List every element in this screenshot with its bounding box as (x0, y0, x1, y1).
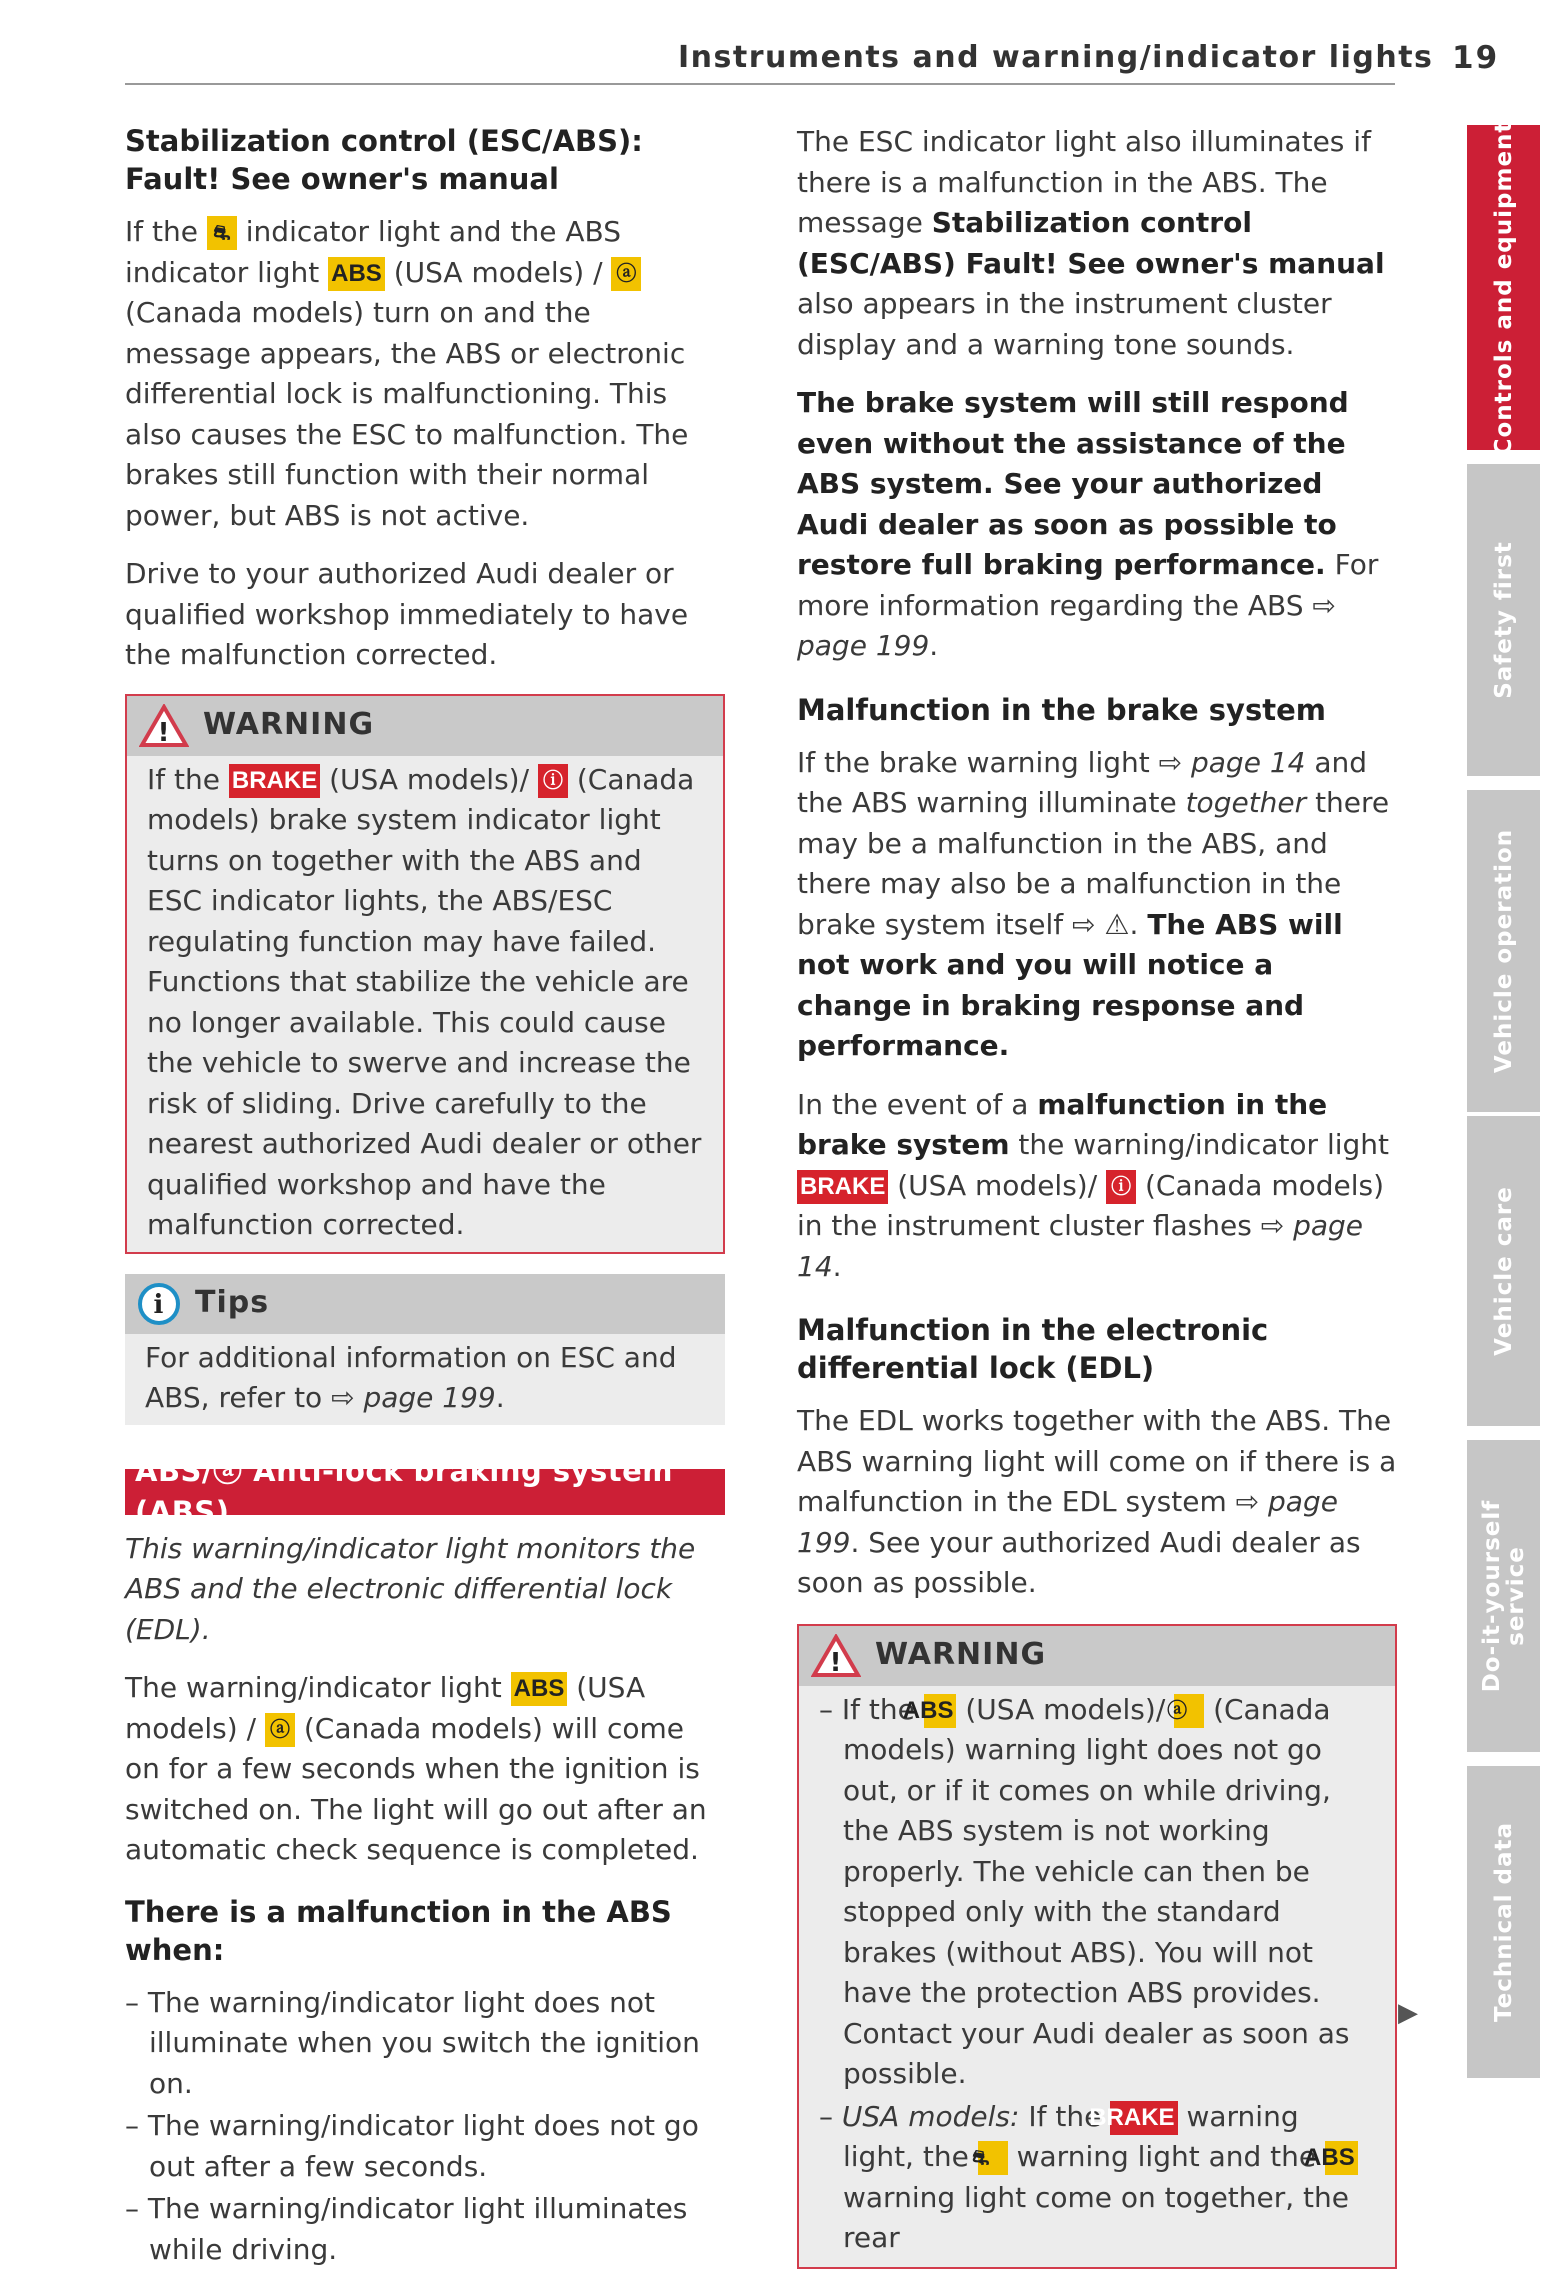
left-column (125, 122, 725, 2272)
text: If the (1028, 2099, 1102, 2133)
text: The warning/indicator light (125, 1671, 502, 1704)
tab-controls-and-equipment[interactable] (1467, 120, 1540, 455)
tips-box (125, 1274, 725, 1425)
warning-body (799, 1686, 1395, 2267)
header-title: Instruments and warning/indicator lights (678, 40, 1434, 75)
esc-indicator-icon: ⛐ (978, 2141, 1008, 2175)
tab-technical-data[interactable] (1467, 1766, 1540, 2078)
drive-dealer-paragraph: Drive to your authorized Audi dealer or qualified workshop immediately to have the malfunction corrected. (125, 557, 689, 671)
text: (Canada models) turn on and the message appears, the ABS or electronic differential lock is malfunctioning. This also causes the ESC to malfunction. The brakes still function with their normal power, but ABS is not active. (125, 296, 689, 532)
right-column (797, 122, 1397, 2289)
warning-body (127, 756, 723, 1252)
text: (USA models) / (393, 255, 603, 289)
abs-indicator-icon: ABS (924, 1694, 957, 1728)
text: (USA models)/ (897, 1168, 1098, 1202)
text: the warning/indicator light (1018, 1128, 1390, 1161)
text: indicator light and the ABS indicator light (125, 215, 621, 289)
edl-malfunction-heading: Malfunction in the electronic differential lock (EDL) (797, 1313, 1269, 1385)
text: – If the (819, 1692, 915, 1726)
brake-respond-paragraph: The brake system will still respond even without the assistance of the ABS system. See your authorized Audi dealer as soon as possible to restore full braking performance. For more information regarding the ABS ⇨ page 199. (797, 386, 1379, 662)
tab-label: Do-it-yourself service (1478, 1499, 1529, 1693)
text-italic: USA models: (841, 2099, 1020, 2133)
text-bold: Stabilization control (ESC/ABS) Fault! See owner's manual (797, 206, 1385, 280)
text-bold: The ABS will not work and you will notice a change in braking response and performance. (797, 907, 1343, 1062)
continue-arrow-icon: ▶ (1398, 1998, 1418, 2028)
text: and the ABS warning illuminate (797, 745, 1368, 819)
warning-reference[interactable]: ⇨ ⚠. (1072, 907, 1139, 941)
page-reference-link[interactable]: ⇨ page 199 (797, 1485, 1338, 1559)
abs-indicator-icon: ABS (328, 257, 385, 291)
edl-paragraph (797, 1401, 1397, 1604)
info-icon (137, 1282, 181, 1326)
tips-header (125, 1274, 725, 1334)
text: – (819, 2099, 842, 2133)
brake-indicator-icon: BRAKE (229, 764, 320, 798)
text-italic: together (1185, 786, 1307, 819)
esc-abs-paragraph (797, 122, 1397, 365)
abs-canada-indicator-icon: ⓐ (1174, 1694, 1204, 1728)
text: (USA models) / (125, 1671, 646, 1745)
abs-section-heading: ABS/ⓐ Anti-lock braking system (ABS) (125, 1469, 725, 1515)
abs-canada-indicator-icon: ⓐ (265, 1713, 295, 1747)
text: . See your authorized Audi dealer as soon as possible. (797, 1525, 1361, 1599)
header-rule (125, 83, 1395, 85)
warning-title: WARNING (875, 1637, 1047, 1673)
text: warning light come on together, the rear (843, 2180, 1350, 2254)
tab-vehicle-operation[interactable] (1467, 790, 1540, 1112)
tips-body (125, 1334, 725, 1425)
abs-indicator-icon: ABS (1325, 2141, 1358, 2175)
brake-malfunction-heading: Malfunction in the brake system (797, 692, 1326, 727)
tab-vehicle-care[interactable] (1467, 1116, 1540, 1426)
warning-header (799, 1626, 1395, 1686)
warning-header (127, 696, 723, 756)
esc-indicator-icon: ⛐ (207, 216, 237, 250)
page-reference-link[interactable]: ⇨ page 14 (797, 1209, 1364, 1283)
text: . (495, 1381, 505, 1414)
svg-text:!: ! (829, 1647, 843, 1678)
abs-canada-indicator-icon: ⓐ (611, 257, 641, 291)
abs-light-paragraph (125, 1668, 725, 1871)
tab-label: Safety first (1490, 541, 1517, 699)
abs-malfunction-list (125, 1983, 725, 2271)
text: The EDL works together with the ABS. The ABS warning light will come on if there is a malfunction in the EDL system (797, 1404, 1397, 1518)
page-reference-link[interactable]: ⇨ page 199 (797, 588, 1336, 662)
brake-canada-indicator-icon: ⓘ (1106, 1170, 1136, 1204)
list-item: – The warning/indicator light illuminates while driving. (125, 2192, 688, 2266)
page-reference-link[interactable]: ⇨ page 199 (331, 1381, 496, 1414)
text: also appears in the instrument cluster display and a warning tone sounds. (797, 287, 1332, 361)
text: The ESC indicator light also illuminates if there is a malfunction in the ABS. The message (797, 125, 1371, 239)
text: (Canada models) warning light does not go out, or if it comes on while driving, the ABS system is not working properly. The vehicle can then be stopped only with the standard brakes (without ABS). You will not have the protection ABS provides. Contact your Audi dealer as soon as possible. (843, 1692, 1350, 2090)
tab-do-it-yourself-service[interactable] (1467, 1440, 1540, 1752)
list-item: – The warning/indicator light does not go out after a few seconds. (125, 2109, 699, 2183)
warning-box-brake (125, 694, 725, 1254)
text: For additional information on ESC and ABS, refer to (145, 1340, 677, 1414)
svg-text:i: i (153, 1289, 165, 1320)
list-item (819, 2097, 1375, 2259)
text: If the (125, 215, 198, 248)
tab-safety-first[interactable] (1467, 464, 1540, 776)
tab-label: Technical data (1490, 1821, 1517, 2023)
text: If the (147, 762, 220, 796)
brake-indicator-icon: BRAKE (797, 1170, 888, 1204)
abs-intro: This warning/indicator light monitors the ABS and the electronic differential lock (EDL). (125, 1531, 696, 1646)
abs-indicator-icon: ABS (511, 1672, 568, 1706)
list-item: – The warning/indicator light does not illuminate when you switch the ignition on. (125, 1985, 700, 2100)
text: (Canada models) in the instrument cluster flashes (797, 1168, 1385, 1242)
text: For more information regarding the ABS (797, 548, 1379, 622)
tab-label: Vehicle operation (1490, 828, 1517, 1074)
esc-fault-heading: Stabilization control (ESC/ABS): Fault! See owner's manual (125, 124, 643, 196)
tips-title: Tips (195, 1285, 270, 1321)
text-bold: malfunction in the brake system (797, 1087, 1328, 1161)
warning-triangle-icon (139, 704, 189, 748)
brake-indicator-icon: BRAKE (1110, 2101, 1177, 2135)
svg-text:!: ! (157, 717, 171, 748)
text-bold: The brake system will still respond even without the assistance of the ABS system. See your authorized Audi dealer as soon as possible to restore full braking performance. (797, 386, 1349, 581)
text: (USA models)/ (965, 1692, 1166, 1726)
text: warning light, the (843, 2099, 1299, 2173)
warning-box-abs (797, 1624, 1397, 2269)
page-number: 19 (1452, 40, 1500, 76)
text: warning light and the (1016, 2140, 1317, 2173)
warning-triangle-icon (811, 1634, 861, 1678)
page-reference-link[interactable]: ⇨ page 14 (1158, 745, 1306, 779)
text: If the brake warning light (797, 745, 1150, 779)
list-item (819, 1690, 1375, 2095)
warning-title: WARNING (203, 707, 375, 743)
text: In the event of a (797, 1087, 1029, 1121)
brake-flashes-paragraph: In the event of a malfunction in the brake system the warning/indicator light BRAKE (USA models)/ ⓘ (Canada models) in the instrument cluster flashes ⇨ page 14. (797, 1087, 1390, 1283)
esc-fault-paragraph (125, 212, 725, 536)
text: (Canada models) brake system indicator light turns on together with the ABS and ESC indicator lights, the ABS/ESC regulating function may have failed. Functions that stabilize the vehicle are no longer available. This could cause the vehicle to swerve and increase the risk of sliding. Drive carefully to the nearest authorized Audi dealer or other qualified workshop and have the malfunction corrected. (147, 762, 702, 1241)
tab-label: Vehicle care (1490, 1186, 1517, 1356)
text: (USA models)/ (329, 762, 530, 796)
tab-label: Controls and equipment (1490, 120, 1517, 455)
warning-list (819, 1690, 1375, 2259)
abs-malfunction-heading: There is a malfunction in the ABS when: (125, 1894, 672, 1967)
brake-canada-indicator-icon: ⓘ (538, 764, 568, 798)
brake-malfunction-paragraph (797, 743, 1397, 1067)
text: (Canada models) will come on for a few seconds when the ignition is switched on. The light will go out after an automatic check sequence is completed. (125, 1711, 707, 1866)
text: there may be a malfunction in the ABS, and there may also be a malfunction in the brake system itself (797, 786, 1390, 941)
